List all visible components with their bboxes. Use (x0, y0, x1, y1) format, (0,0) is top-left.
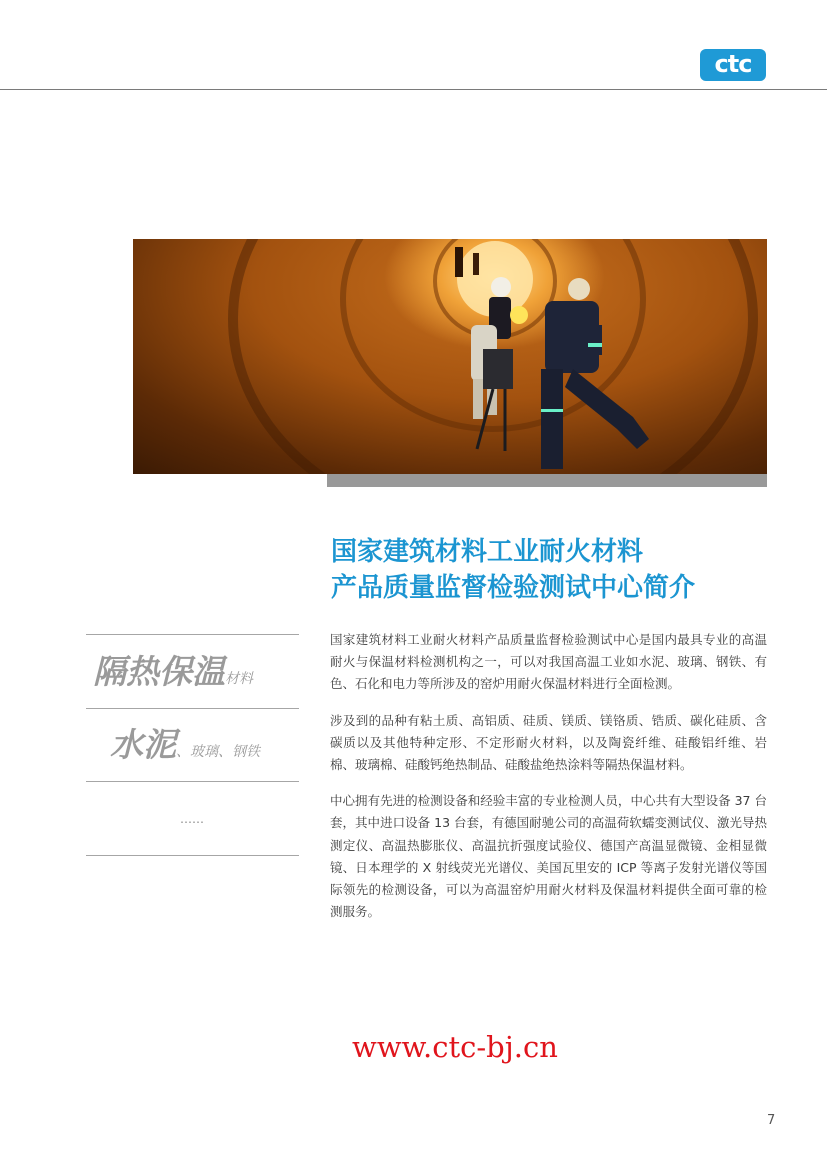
sidebar-item-cement-small: 、玻璃、钢铁 (176, 744, 260, 760)
intro-paragraph-1: 国家建筑材料工业耐火材料产品质量监督检验测试中心是国内最具专业的高温耐火与保温材料检测机构之一，可以对我国高温工业如水泥、玻璃、钢铁、有色、石化和电力等所涉及的窑炉用耐火保温材料进行全面检测。 (330, 632, 767, 692)
ctc-logo (700, 49, 766, 81)
title-line-2: 产品质量监督检验测试中心简介 (331, 573, 696, 603)
website-link[interactable]: www.ctc-bj.cn (352, 1030, 558, 1064)
sidebar-ellipsis: …… (180, 812, 204, 826)
sidebar-divider (86, 634, 299, 635)
header-divider (0, 89, 827, 90)
photo-grey-bar (327, 474, 767, 487)
sidebar-divider (86, 855, 299, 856)
sidebar-item-cement-big: 水泥 (110, 725, 176, 764)
sidebar-divider (86, 781, 299, 782)
kiln-tunnel-workers-icon (133, 239, 767, 474)
page-number: 7 (767, 1113, 776, 1128)
sidebar-divider (86, 708, 299, 709)
logo-text: ctc (714, 49, 752, 78)
intro-paragraph-3: 中心拥有先进的检测设备和经验丰富的专业检测人员，中心共有大型设备 37 台套，其中进口设备 13 台套，有德国耐驰公司的高温荷软蠕变测试仪、激光导热测定仪、高温热膨胀仪、高温抗折强度试验仪、德国产高温显微镜、金相显微镜、日本理学的 X 射线荧光光谱仪、美国瓦里安的 ICP 等离子发射光谱仪等国际领先的检测设备，可以为高温窑炉用耐火材料及保温材料提供全面可靠的检测服务。 (330, 793, 767, 920)
kiln-tunnel-photo (133, 239, 767, 474)
intro-body (330, 629, 767, 937)
sidebar-item-insulation-big: 隔热保温 (93, 652, 225, 691)
page-title (331, 534, 801, 606)
title-line-1: 国家建筑材料工业耐火材料 (331, 537, 644, 567)
sidebar-item-insulation-small: 材料 (225, 671, 253, 687)
sidebar-item-insulation (93, 652, 253, 691)
intro-paragraph-2: 涉及到的品种有粘土质、高铝质、硅质、镁质、镁铬质、锆质、碳化硅质、含碳质以及其他特种定形、不定形耐火材料，以及陶瓷纤维、硅酸铝纤维、岩棉、玻璃棉、硅酸钙绝热制品、硅酸盐绝热涂料等隔热保温材料。 (330, 712, 767, 773)
sidebar-item-cement (110, 725, 260, 764)
